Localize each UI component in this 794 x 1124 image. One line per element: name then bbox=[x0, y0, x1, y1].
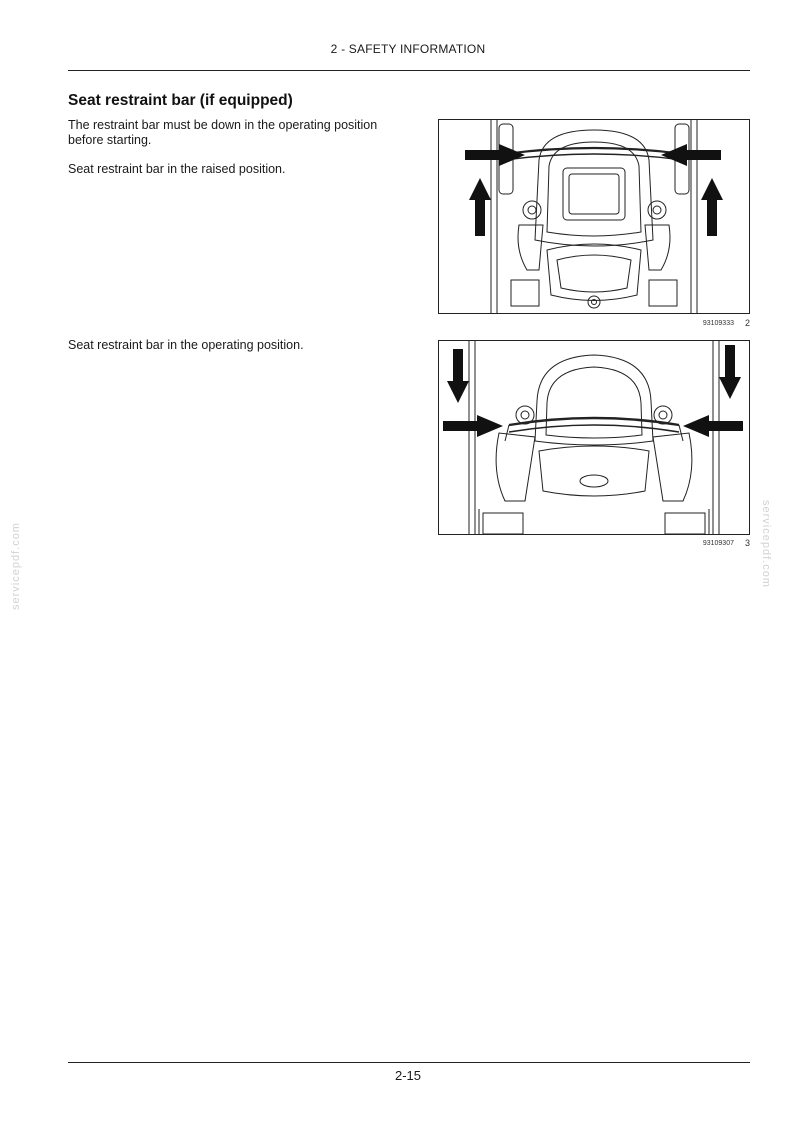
section-heading: Seat restraint bar (if equipped) bbox=[68, 92, 293, 109]
watermark-left: servicepdf.com bbox=[10, 522, 22, 610]
footer-divider bbox=[68, 1062, 750, 1063]
paragraph-restraint-instruction: The restraint bar must be down in the operating position before starting. bbox=[68, 118, 378, 147]
illustration-seat-lowered bbox=[439, 341, 749, 534]
header-divider bbox=[68, 70, 750, 71]
figure-code-1: 93109333 bbox=[702, 320, 734, 327]
figure-number-2: 3 bbox=[744, 538, 750, 548]
figure-code-2: 93109307 bbox=[702, 540, 734, 547]
figure-restraint-bar-lowered bbox=[438, 340, 750, 535]
page-header-title: 2 - SAFETY INFORMATION bbox=[330, 42, 486, 56]
paragraph-operating-position: Seat restraint bar in the operating position. bbox=[68, 338, 304, 352]
figure-number-1: 2 bbox=[744, 318, 750, 328]
illustration-seat-raised bbox=[439, 120, 749, 313]
watermark-right: servicepdf.com bbox=[760, 500, 772, 588]
figure-restraint-bar-raised bbox=[438, 119, 750, 314]
paragraph-raised-position: Seat restraint bar in the raised position. bbox=[68, 162, 286, 176]
page-number: 2-15 bbox=[394, 1068, 422, 1083]
